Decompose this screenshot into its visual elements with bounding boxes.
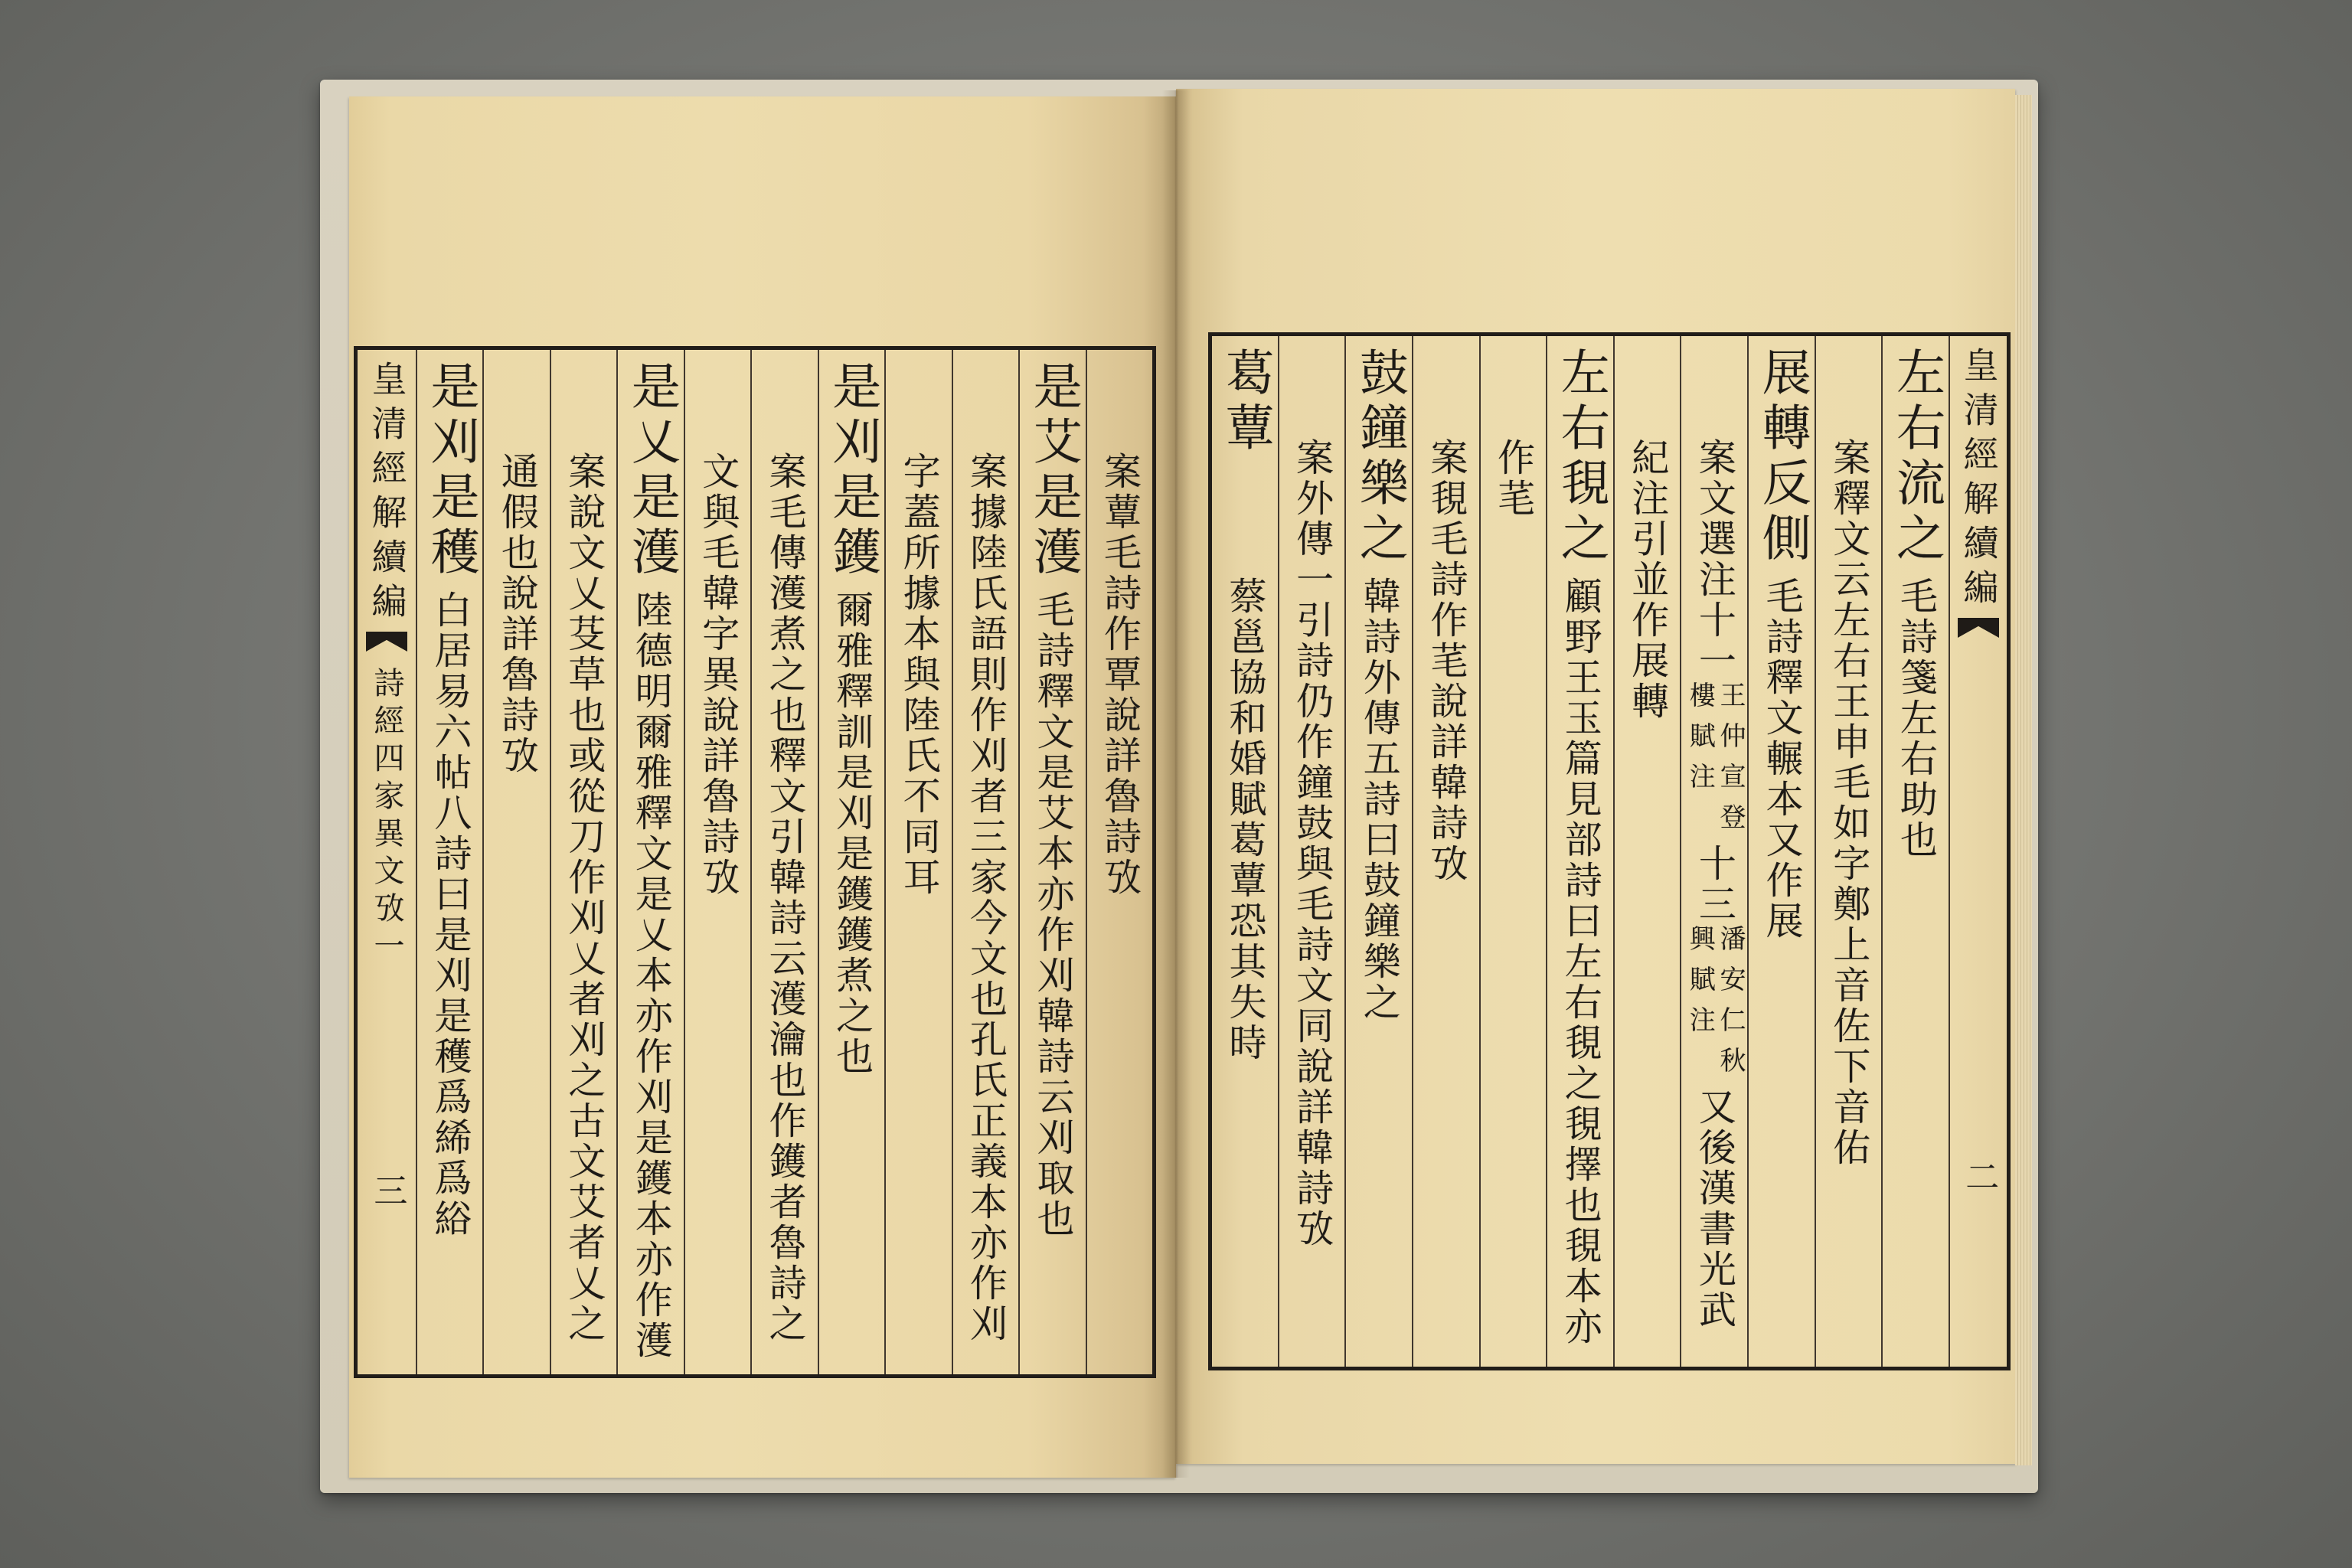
text-column — [1546, 336, 1613, 1367]
commentary-text: 案釋文云左右王申毛如字鄭上音佐下音佑 — [1827, 438, 1871, 1168]
commentary-text: 案文選注十一 — [1693, 438, 1737, 681]
verse-heading: 葛蕈 — [1217, 347, 1274, 457]
commentary-text: 案毛傳濩煮之也釋文引韓詩云濩瀹也作鑊者魯詩之 — [763, 452, 808, 1344]
text-column — [1680, 336, 1747, 1367]
commentary-text: 顧野王玉篇見部詩曰左右覒之覒擇也覒本亦 — [1559, 577, 1603, 1348]
verse-heading: 是艾是濩 — [1024, 361, 1082, 581]
note-line: 潘安仁秋 — [1714, 925, 1746, 1087]
page-number: 三 — [368, 1173, 407, 1207]
note-line: 王仲宣登 — [1714, 681, 1746, 844]
note-line: 興賦注 — [1684, 925, 1716, 1047]
verse-heading: 左右流之 — [1887, 347, 1945, 567]
verse-heading: 是乂是濩 — [622, 361, 680, 581]
book-title: 皇清經解續編 — [1958, 347, 2000, 613]
page-edges — [2015, 95, 2032, 1465]
interlinear-note — [1684, 925, 1746, 1087]
commentary-text: 毛詩釋文是艾本亦作刈韓詩云刈取也 — [1031, 590, 1075, 1240]
interlinear-note — [1684, 681, 1746, 844]
text-column — [550, 350, 616, 1374]
section-title: 詩經四家異文攷一 — [369, 667, 405, 967]
commentary-text: 文與毛韓字異說詳魯詩攷 — [696, 452, 740, 898]
commentary-text: 案外傳一引詩仍作鐘鼓與毛詩文同說詳韓詩攷 — [1290, 438, 1334, 1250]
commentary-text: 案蕈毛詩作覃說詳魯詩攷 — [1098, 452, 1142, 898]
commentary-text: 爾雅釋訓是刈是鑊鑊煮之也 — [830, 590, 874, 1077]
left-page-text-frame — [354, 346, 1156, 1378]
text-column — [1212, 336, 1278, 1367]
verse-heading: 是刈是穫 — [422, 361, 479, 581]
commentary-text: 毛詩釋文輾本又作展 — [1760, 577, 1805, 942]
commentary-text: 又後漢書光武 — [1693, 1087, 1737, 1331]
commentary-text: 案據陸氏語則作刈者三家今文也孔氏正義本亦作刈 — [964, 452, 1008, 1344]
text-column — [1344, 336, 1412, 1367]
text-column — [1747, 336, 1815, 1367]
commentary-text: 通假也說詳魯詩攷 — [495, 452, 540, 776]
text-column — [1278, 336, 1345, 1367]
text-column — [616, 350, 683, 1374]
text-column — [750, 350, 817, 1374]
book-title: 皇清經解續編 — [366, 361, 408, 627]
commentary-text: 毛詩箋左右助也 — [1894, 577, 1939, 861]
commentary-text: 十三 — [1693, 844, 1737, 925]
commentary-with-notes — [1684, 438, 1746, 1331]
verse-heading: 鼓鐘樂之 — [1351, 347, 1408, 567]
text-column — [684, 350, 750, 1374]
text-column — [952, 350, 1018, 1374]
text-column — [1412, 336, 1479, 1367]
text-column — [1086, 350, 1152, 1374]
center-margin-column — [358, 350, 416, 1374]
commentary-text: 案覒毛詩作芼說詳韓詩攷 — [1424, 438, 1468, 884]
note-line: 樓賦注 — [1684, 681, 1716, 803]
commentary-text: 紀注引並作展轉 — [1625, 438, 1670, 722]
text-column — [1815, 336, 1882, 1367]
commentary-text: 白居易六帖八詩曰是刈是穫爲絺爲綌 — [428, 590, 472, 1240]
page-number: 二 — [1959, 1159, 1999, 1193]
text-column — [1018, 350, 1085, 1374]
text-column — [416, 350, 482, 1374]
verse-heading: 是刈是鑊 — [824, 361, 881, 581]
fish-tail-mark — [1958, 618, 1999, 638]
text-column — [482, 350, 549, 1374]
text-column — [1881, 336, 1949, 1367]
commentary-text: 字蓋所據本與陸氏不同耳 — [897, 452, 942, 898]
text-column — [1613, 336, 1681, 1367]
fish-tail-mark — [366, 632, 407, 652]
verse-heading: 左右覒之 — [1552, 347, 1609, 567]
text-column — [1479, 336, 1547, 1367]
book-gutter — [1162, 90, 1190, 1478]
commentary-text: 作芼 — [1491, 438, 1536, 519]
commentary-text: 蔡邕協和婚賦葛蕈恐其失時 — [1223, 577, 1267, 1063]
verse-heading: 展轉反側 — [1753, 347, 1811, 567]
text-column — [818, 350, 884, 1374]
commentary-text: 韓詩外傳五詩曰鼓鐘樂之 — [1357, 577, 1402, 1023]
center-margin-column — [1949, 336, 2007, 1367]
commentary-text: 案說文乂芟草也或從刀作刈乂者刈之古文艾者乂之 — [562, 452, 606, 1344]
text-column — [884, 350, 951, 1374]
commentary-text: 陸德明爾雅釋文是乂本亦作刈是鑊本亦作濩 — [629, 590, 674, 1361]
right-page-text-frame — [1208, 332, 2011, 1370]
